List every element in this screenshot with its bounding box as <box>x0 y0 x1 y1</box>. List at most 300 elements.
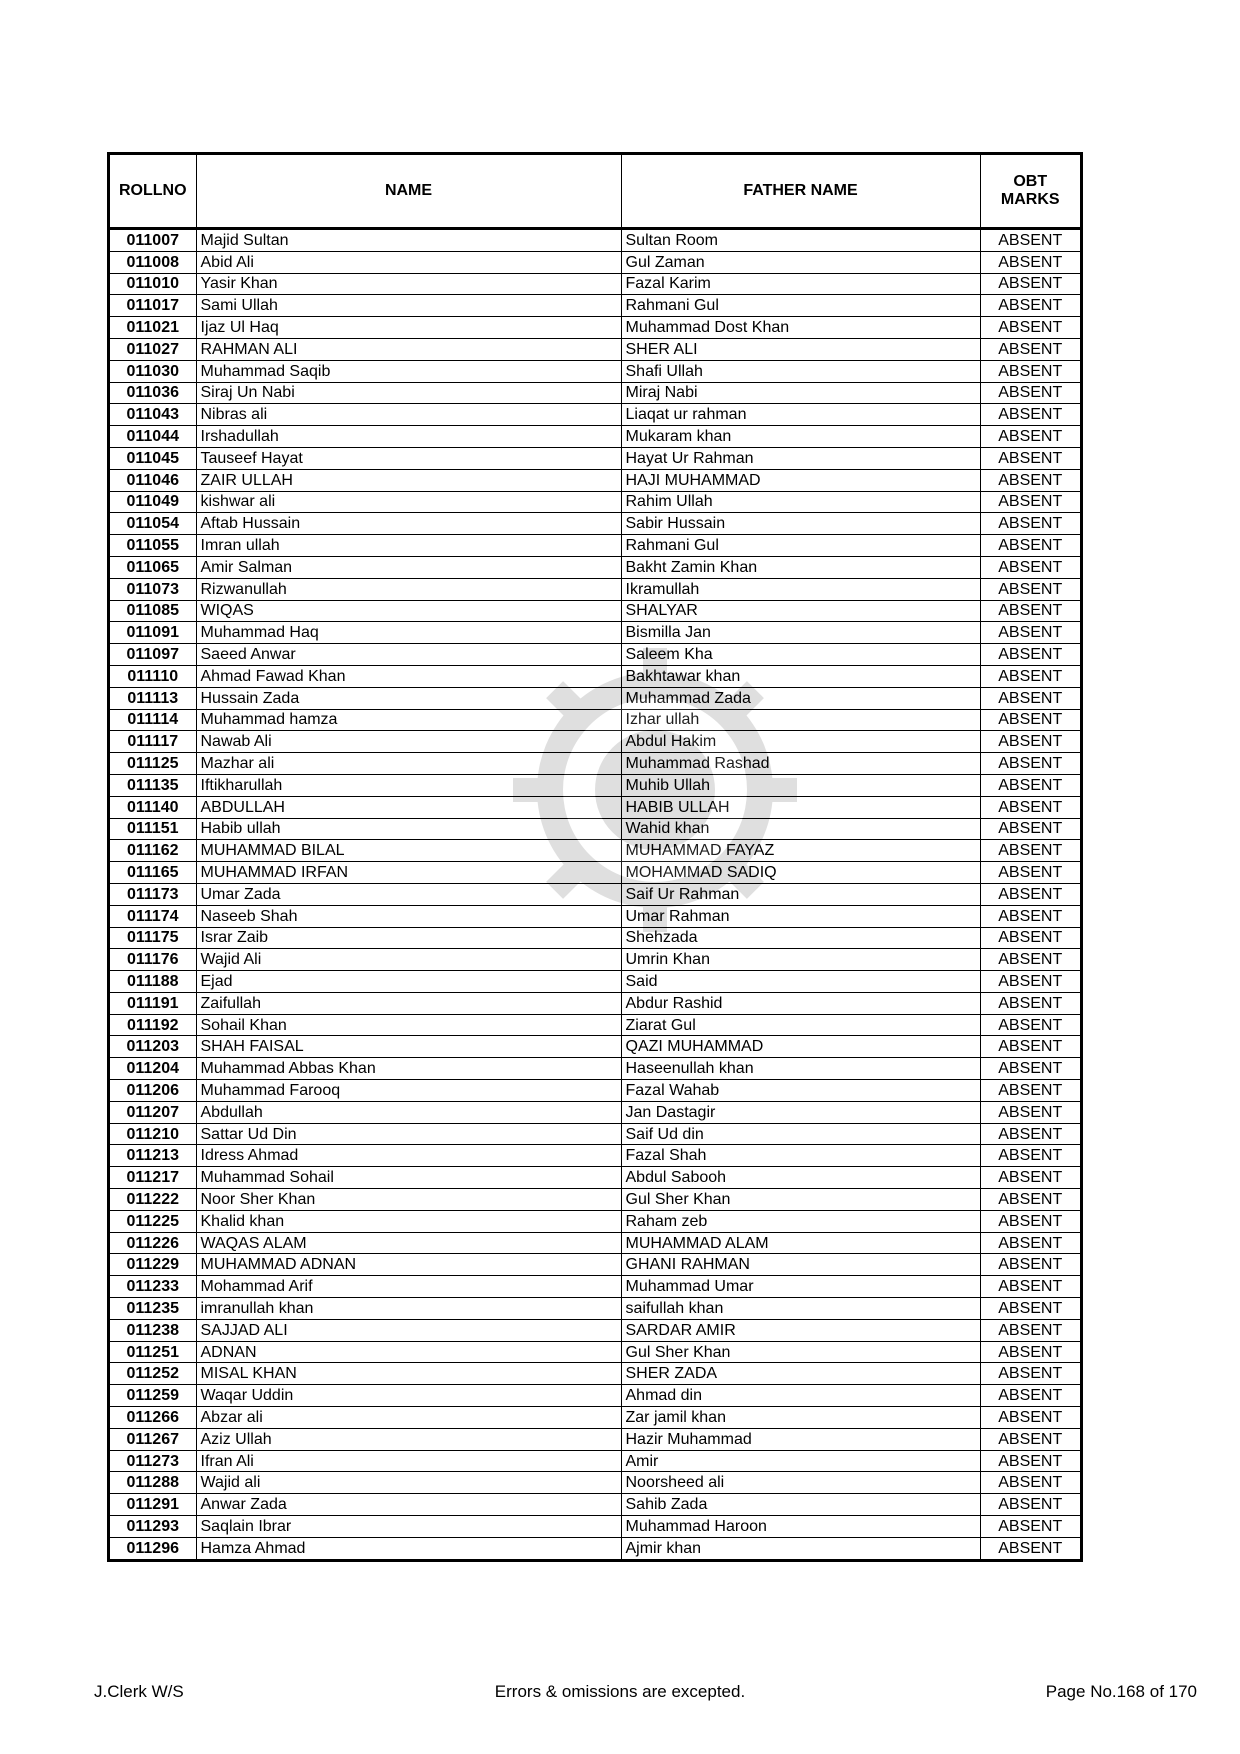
cell-obt-marks: ABSENT <box>980 862 1080 884</box>
cell-father-name: HABIB ULLAH <box>621 796 980 818</box>
cell-name: Majid Sultan <box>196 229 621 252</box>
table-row <box>110 273 1080 295</box>
cell-rollno: 011073 <box>110 578 196 600</box>
cell-father-name: Zar jamil khan <box>621 1407 980 1429</box>
cell-name: Mazhar ali <box>196 753 621 775</box>
cell-obt-marks: ABSENT <box>980 992 1080 1014</box>
cell-name: WIQAS <box>196 600 621 622</box>
cell-obt-marks: ABSENT <box>980 382 1080 404</box>
table-row <box>110 491 1080 513</box>
cell-name: ABDULLAH <box>196 796 621 818</box>
table-row <box>110 1210 1080 1232</box>
cell-rollno: 011030 <box>110 360 196 382</box>
cell-rollno: 011251 <box>110 1341 196 1363</box>
table-row <box>110 1298 1080 1320</box>
cell-rollno: 011162 <box>110 840 196 862</box>
cell-rollno: 011140 <box>110 796 196 818</box>
cell-obt-marks: ABSENT <box>980 774 1080 796</box>
cell-name: Ijaz Ul Haq <box>196 317 621 339</box>
cell-father-name: Saif Ud din <box>621 1123 980 1145</box>
table-row <box>110 731 1080 753</box>
cell-name: Israr Zaib <box>196 927 621 949</box>
table-row <box>110 753 1080 775</box>
header-row <box>110 155 1080 229</box>
cell-rollno: 011046 <box>110 469 196 491</box>
cell-father-name: Muhammad Zada <box>621 687 980 709</box>
cell-obt-marks: ABSENT <box>980 1407 1080 1429</box>
cell-name: Mohammad Arif <box>196 1276 621 1298</box>
table-row <box>110 1450 1080 1472</box>
cell-obt-marks: ABSENT <box>980 1428 1080 1450</box>
cell-obt-marks: ABSENT <box>980 665 1080 687</box>
cell-father-name: saifullah khan <box>621 1298 980 1320</box>
cell-father-name: SARDAR AMIR <box>621 1319 980 1341</box>
cell-rollno: 011293 <box>110 1516 196 1538</box>
cell-father-name: Ajmir khan <box>621 1537 980 1558</box>
table-row <box>110 1428 1080 1450</box>
results-table <box>110 155 1080 1559</box>
table-row <box>110 818 1080 840</box>
table-row <box>110 469 1080 491</box>
table-row <box>110 905 1080 927</box>
cell-rollno: 011175 <box>110 927 196 949</box>
cell-father-name: Rahmani Gul <box>621 295 980 317</box>
cell-father-name: Shafi Ullah <box>621 360 980 382</box>
cell-name: Nibras ali <box>196 404 621 426</box>
cell-father-name: Hazir Muhammad <box>621 1428 980 1450</box>
cell-obt-marks: ABSENT <box>980 753 1080 775</box>
cell-rollno: 011021 <box>110 317 196 339</box>
table-row <box>110 295 1080 317</box>
cell-rollno: 011085 <box>110 600 196 622</box>
cell-rollno: 011010 <box>110 273 196 295</box>
cell-obt-marks: ABSENT <box>980 251 1080 273</box>
cell-father-name: Saif Ur Rahman <box>621 883 980 905</box>
cell-rollno: 011273 <box>110 1450 196 1472</box>
table-row <box>110 600 1080 622</box>
cell-father-name: Raham zeb <box>621 1210 980 1232</box>
table-row <box>110 883 1080 905</box>
cell-obt-marks: ABSENT <box>980 360 1080 382</box>
cell-rollno: 011203 <box>110 1036 196 1058</box>
cell-name: MISAL KHAN <box>196 1363 621 1385</box>
cell-name: Iftikharullah <box>196 774 621 796</box>
cell-name: Aftab Hussain <box>196 513 621 535</box>
cell-rollno: 011125 <box>110 753 196 775</box>
cell-obt-marks: ABSENT <box>980 229 1080 252</box>
cell-obt-marks: ABSENT <box>980 1167 1080 1189</box>
cell-rollno: 011097 <box>110 644 196 666</box>
cell-name: Ejad <box>196 971 621 993</box>
cell-father-name: Bakhtawar khan <box>621 665 980 687</box>
cell-obt-marks: ABSENT <box>980 949 1080 971</box>
cell-obt-marks: ABSENT <box>980 1036 1080 1058</box>
cell-father-name: MUHAMMAD ALAM <box>621 1232 980 1254</box>
cell-obt-marks: ABSENT <box>980 426 1080 448</box>
header-obt-marks: OBT MARKS <box>980 155 1080 229</box>
cell-rollno: 011210 <box>110 1123 196 1145</box>
cell-name: RAHMAN ALI <box>196 338 621 360</box>
cell-obt-marks: ABSENT <box>980 556 1080 578</box>
cell-father-name: Muhib Ullah <box>621 774 980 796</box>
cell-name: Abzar ali <box>196 1407 621 1429</box>
cell-name: Sami Ullah <box>196 295 621 317</box>
cell-father-name: Abdul Sabooh <box>621 1167 980 1189</box>
cell-obt-marks: ABSENT <box>980 404 1080 426</box>
cell-obt-marks: ABSENT <box>980 295 1080 317</box>
table-row <box>110 382 1080 404</box>
cell-name: Hamza Ahmad <box>196 1537 621 1558</box>
cell-name: Muhammad Abbas Khan <box>196 1058 621 1080</box>
cell-father-name: MUHAMMAD FAYAZ <box>621 840 980 862</box>
cell-name: Anwar Zada <box>196 1494 621 1516</box>
cell-father-name: Jan Dastagir <box>621 1101 980 1123</box>
table-row <box>110 1254 1080 1276</box>
cell-obt-marks: ABSENT <box>980 883 1080 905</box>
cell-name: Waqar Uddin <box>196 1385 621 1407</box>
table-body <box>110 229 1080 1559</box>
cell-obt-marks: ABSENT <box>980 709 1080 731</box>
cell-name: ADNAN <box>196 1341 621 1363</box>
cell-name: Rizwanullah <box>196 578 621 600</box>
cell-name: imranullah khan <box>196 1298 621 1320</box>
cell-father-name: Noorsheed ali <box>621 1472 980 1494</box>
cell-father-name: SHER ZADA <box>621 1363 980 1385</box>
cell-rollno: 011091 <box>110 622 196 644</box>
cell-rollno: 011206 <box>110 1080 196 1102</box>
cell-name: Amir Salman <box>196 556 621 578</box>
cell-rollno: 011252 <box>110 1363 196 1385</box>
cell-rollno: 011204 <box>110 1058 196 1080</box>
cell-rollno: 011043 <box>110 404 196 426</box>
cell-name: Imran ullah <box>196 535 621 557</box>
cell-rollno: 011291 <box>110 1494 196 1516</box>
table-row <box>110 426 1080 448</box>
cell-name: SHAH FAISAL <box>196 1036 621 1058</box>
cell-name: Saeed Anwar <box>196 644 621 666</box>
cell-father-name: Sahib Zada <box>621 1494 980 1516</box>
table-row <box>110 1516 1080 1538</box>
cell-obt-marks: ABSENT <box>980 622 1080 644</box>
table-row <box>110 1145 1080 1167</box>
cell-father-name: Ikramullah <box>621 578 980 600</box>
cell-rollno: 011174 <box>110 905 196 927</box>
table-row <box>110 1058 1080 1080</box>
cell-father-name: Shehzada <box>621 927 980 949</box>
cell-name: Hussain Zada <box>196 687 621 709</box>
cell-rollno: 011065 <box>110 556 196 578</box>
cell-obt-marks: ABSENT <box>980 1254 1080 1276</box>
table-row <box>110 1036 1080 1058</box>
cell-rollno: 011135 <box>110 774 196 796</box>
cell-father-name: Abdul Hakim <box>621 731 980 753</box>
cell-obt-marks: ABSENT <box>980 1385 1080 1407</box>
cell-obt-marks: ABSENT <box>980 927 1080 949</box>
cell-obt-marks: ABSENT <box>980 1080 1080 1102</box>
cell-rollno: 011222 <box>110 1189 196 1211</box>
table-row <box>110 949 1080 971</box>
cell-rollno: 011027 <box>110 338 196 360</box>
cell-name: Abid Ali <box>196 251 621 273</box>
cell-name: SAJJAD ALI <box>196 1319 621 1341</box>
cell-rollno: 011017 <box>110 295 196 317</box>
table-row <box>110 862 1080 884</box>
cell-father-name: Rahmani Gul <box>621 535 980 557</box>
table-row <box>110 513 1080 535</box>
cell-rollno: 011207 <box>110 1101 196 1123</box>
table-row <box>110 971 1080 993</box>
cell-father-name: Ziarat Gul <box>621 1014 980 1036</box>
cell-father-name: Fazal Karim <box>621 273 980 295</box>
cell-name: Ifran Ali <box>196 1450 621 1472</box>
table-row <box>110 1537 1080 1558</box>
cell-rollno: 011266 <box>110 1407 196 1429</box>
cell-father-name: Fazal Wahab <box>621 1080 980 1102</box>
table-row <box>110 840 1080 862</box>
table-row <box>110 404 1080 426</box>
footer-clerk: J.Clerk W/S <box>94 1682 184 1701</box>
cell-obt-marks: ABSENT <box>980 1276 1080 1298</box>
cell-obt-marks: ABSENT <box>980 1101 1080 1123</box>
cell-name: Muhammad Farooq <box>196 1080 621 1102</box>
cell-father-name: Sultan Room <box>621 229 980 252</box>
cell-rollno: 011036 <box>110 382 196 404</box>
table-row <box>110 229 1080 252</box>
cell-rollno: 011165 <box>110 862 196 884</box>
cell-rollno: 011110 <box>110 665 196 687</box>
cell-obt-marks: ABSENT <box>980 317 1080 339</box>
cell-father-name: HAJI MUHAMMAD <box>621 469 980 491</box>
footer-disclaimer: Errors & omissions are excepted. <box>494 1682 746 1701</box>
table-row <box>110 622 1080 644</box>
cell-obt-marks: ABSENT <box>980 1341 1080 1363</box>
cell-name: Muhammad Haq <box>196 622 621 644</box>
cell-name: Zaifullah <box>196 992 621 1014</box>
cell-father-name: Mukaram khan <box>621 426 980 448</box>
cell-father-name: SHALYAR <box>621 600 980 622</box>
cell-rollno: 011235 <box>110 1298 196 1320</box>
footer-page-number: Page No.168 of 170 <box>1045 1682 1197 1701</box>
cell-obt-marks: ABSENT <box>980 1210 1080 1232</box>
table-row <box>110 1014 1080 1036</box>
cell-father-name: Rahim Ullah <box>621 491 980 513</box>
cell-obt-marks: ABSENT <box>980 447 1080 469</box>
table-row <box>110 1319 1080 1341</box>
table-row <box>110 1080 1080 1102</box>
table-row <box>110 1232 1080 1254</box>
table-row <box>110 1385 1080 1407</box>
cell-name: MUHAMMAD IRFAN <box>196 862 621 884</box>
cell-obt-marks: ABSENT <box>980 1516 1080 1538</box>
cell-rollno: 011226 <box>110 1232 196 1254</box>
cell-rollno: 011259 <box>110 1385 196 1407</box>
cell-father-name: Miraj Nabi <box>621 382 980 404</box>
cell-obt-marks: ABSENT <box>998 1539 1063 1557</box>
cell-obt-marks: ABSENT <box>980 1319 1080 1341</box>
cell-father-name: Sabir Hussain <box>621 513 980 535</box>
cell-father-name: MOHAMMAD SADIQ <box>621 862 980 884</box>
cell-father-name: Bismilla Jan <box>621 622 980 644</box>
cell-father-name: Amir <box>621 1450 980 1472</box>
cell-father-name: Muhammad Dost Khan <box>621 317 980 339</box>
cell-name: Nawab Ali <box>196 731 621 753</box>
table-row <box>110 927 1080 949</box>
cell-rollno: 011213 <box>110 1145 196 1167</box>
cell-father-name: Liaqat ur rahman <box>621 404 980 426</box>
cell-obt-marks: ABSENT <box>980 1363 1080 1385</box>
cell-father-name: Bakht Zamin Khan <box>621 556 980 578</box>
cell-name: kishwar ali <box>196 491 621 513</box>
cell-rollno: 011173 <box>110 883 196 905</box>
cell-name: Muhammad Sohail <box>196 1167 621 1189</box>
cell-obt-marks: ABSENT <box>980 1189 1080 1211</box>
cell-name: MUHAMMAD BILAL <box>196 840 621 862</box>
table-row <box>110 1363 1080 1385</box>
cell-father-name: Izhar ullah <box>621 709 980 731</box>
cell-obt-marks: ABSENT <box>980 840 1080 862</box>
cell-name: Noor Sher Khan <box>196 1189 621 1211</box>
cell-rollno: 011151 <box>110 818 196 840</box>
table-row <box>110 1472 1080 1494</box>
cell-father-name: Haseenullah khan <box>621 1058 980 1080</box>
cell-name: Wajid Ali <box>196 949 621 971</box>
cell-father-name: Gul Sher Khan <box>621 1189 980 1211</box>
cell-obt-marks: ABSENT <box>980 513 1080 535</box>
cell-obt-marks: ABSENT <box>980 1014 1080 1036</box>
cell-name: Irshadullah <box>196 426 621 448</box>
header-name: NAME <box>196 155 621 229</box>
cell-father-name: GHANI RAHMAN <box>621 1254 980 1276</box>
cell-father-name: Gul Sher Khan <box>621 1341 980 1363</box>
table-row <box>110 1407 1080 1429</box>
table-row <box>110 535 1080 557</box>
cell-father-name: Said <box>621 971 980 993</box>
cell-rollno: 011114 <box>110 709 196 731</box>
cell-obt-marks: ABSENT <box>980 491 1080 513</box>
cell-obt-marks: ABSENT <box>980 818 1080 840</box>
cell-name: Muhammad Saqib <box>196 360 621 382</box>
cell-rollno: 011267 <box>110 1428 196 1450</box>
cell-rollno: 011176 <box>110 949 196 971</box>
cell-rollno: 011008 <box>110 251 196 273</box>
table-row <box>110 338 1080 360</box>
cell-father-name: Muhammad Rashad <box>621 753 980 775</box>
cell-obt-marks: ABSENT <box>980 1494 1080 1516</box>
cell-name: WAQAS ALAM <box>196 1232 621 1254</box>
cell-obt-marks: ABSENT <box>980 1123 1080 1145</box>
cell-father-name: Wahid khan <box>621 818 980 840</box>
cell-father-name: Gul Zaman <box>621 251 980 273</box>
cell-name: Muhammad hamza <box>196 709 621 731</box>
cell-name: Yasir Khan <box>196 273 621 295</box>
table-row <box>110 1494 1080 1516</box>
cell-obt-marks: ABSENT <box>980 796 1080 818</box>
cell-rollno: 011288 <box>110 1472 196 1494</box>
cell-obt-marks: ABSENT <box>980 971 1080 993</box>
cell-rollno: 011229 <box>110 1254 196 1276</box>
cell-rollno: 011191 <box>110 992 196 1014</box>
cell-name: Naseeb Shah <box>196 905 621 927</box>
cell-rollno: 011117 <box>110 731 196 753</box>
cell-father-name: Muhammad Haroon <box>621 1516 980 1538</box>
table-row <box>110 251 1080 273</box>
cell-name: Habib ullah <box>196 818 621 840</box>
table-row <box>110 1189 1080 1211</box>
cell-name: Wajid ali <box>196 1472 621 1494</box>
cell-rollno: 011113 <box>110 687 196 709</box>
cell-obt-marks: ABSENT <box>980 1298 1080 1320</box>
cell-name: Sohail Khan <box>196 1014 621 1036</box>
cell-father-name: SHER ALI <box>621 338 980 360</box>
cell-father-name: Fazal Shah <box>621 1145 980 1167</box>
table-row <box>110 709 1080 731</box>
cell-obt-marks: ABSENT <box>980 687 1080 709</box>
cell-father-name: Muhammad Umar <box>621 1276 980 1298</box>
cell-father-name: Umrin Khan <box>621 949 980 971</box>
cell-name: Umar Zada <box>196 883 621 905</box>
cell-rollno: 011049 <box>110 491 196 513</box>
cell-name: Sattar Ud Din <box>196 1123 621 1145</box>
cell-name: ZAIR ULLAH <box>196 469 621 491</box>
cell-father-name: QAZI MUHAMMAD <box>621 1036 980 1058</box>
cell-rollno: 011054 <box>110 513 196 535</box>
table-row <box>110 796 1080 818</box>
cell-father-name: Ahmad din <box>621 1385 980 1407</box>
cell-rollno: 011055 <box>110 535 196 557</box>
header-father-name: FATHER NAME <box>621 155 980 229</box>
cell-obt-marks: ABSENT <box>980 644 1080 666</box>
cell-obt-marks: ABSENT <box>980 1058 1080 1080</box>
cell-rollno: 011188 <box>110 971 196 993</box>
results-sheet <box>107 152 1083 1562</box>
cell-name: Tauseef Hayat <box>196 447 621 469</box>
table-row <box>110 992 1080 1014</box>
cell-name: Idress Ahmad <box>196 1145 621 1167</box>
cell-name: MUHAMMAD ADNAN <box>196 1254 621 1276</box>
cell-obt-marks: ABSENT <box>980 1472 1080 1494</box>
table-row <box>110 774 1080 796</box>
cell-father-name: Saleem Kha <box>621 644 980 666</box>
table-row <box>110 1276 1080 1298</box>
cell-rollno: 011217 <box>110 1167 196 1189</box>
cell-rollno: 011007 <box>110 229 196 252</box>
cell-obt-marks: ABSENT <box>980 1232 1080 1254</box>
cell-obt-marks: ABSENT <box>980 469 1080 491</box>
table-row <box>110 1123 1080 1145</box>
cell-rollno: 011296 <box>110 1537 196 1558</box>
table-row <box>110 665 1080 687</box>
cell-name: Saqlain Ibrar <box>196 1516 621 1538</box>
cell-father-name: Umar Rahman <box>621 905 980 927</box>
cell-obt-marks: ABSENT <box>980 600 1080 622</box>
cell-obt-marks: ABSENT <box>980 338 1080 360</box>
cell-rollno: 011045 <box>110 447 196 469</box>
cell-rollno: 011044 <box>110 426 196 448</box>
cell-rollno: 011238 <box>110 1319 196 1341</box>
table-row <box>110 644 1080 666</box>
table-row <box>110 360 1080 382</box>
cell-name: Ahmad Fawad Khan <box>196 665 621 687</box>
table-row <box>110 556 1080 578</box>
cell-rollno: 011192 <box>110 1014 196 1036</box>
cell-father-name: Abdur Rashid <box>621 992 980 1014</box>
cell-rollno: 011233 <box>110 1276 196 1298</box>
cell-father-name: Hayat Ur Rahman <box>621 447 980 469</box>
cell-name: Abdullah <box>196 1101 621 1123</box>
cell-obt-marks: ABSENT <box>980 578 1080 600</box>
cell-obt-marks: ABSENT <box>980 731 1080 753</box>
cell-obt-marks: ABSENT <box>980 905 1080 927</box>
